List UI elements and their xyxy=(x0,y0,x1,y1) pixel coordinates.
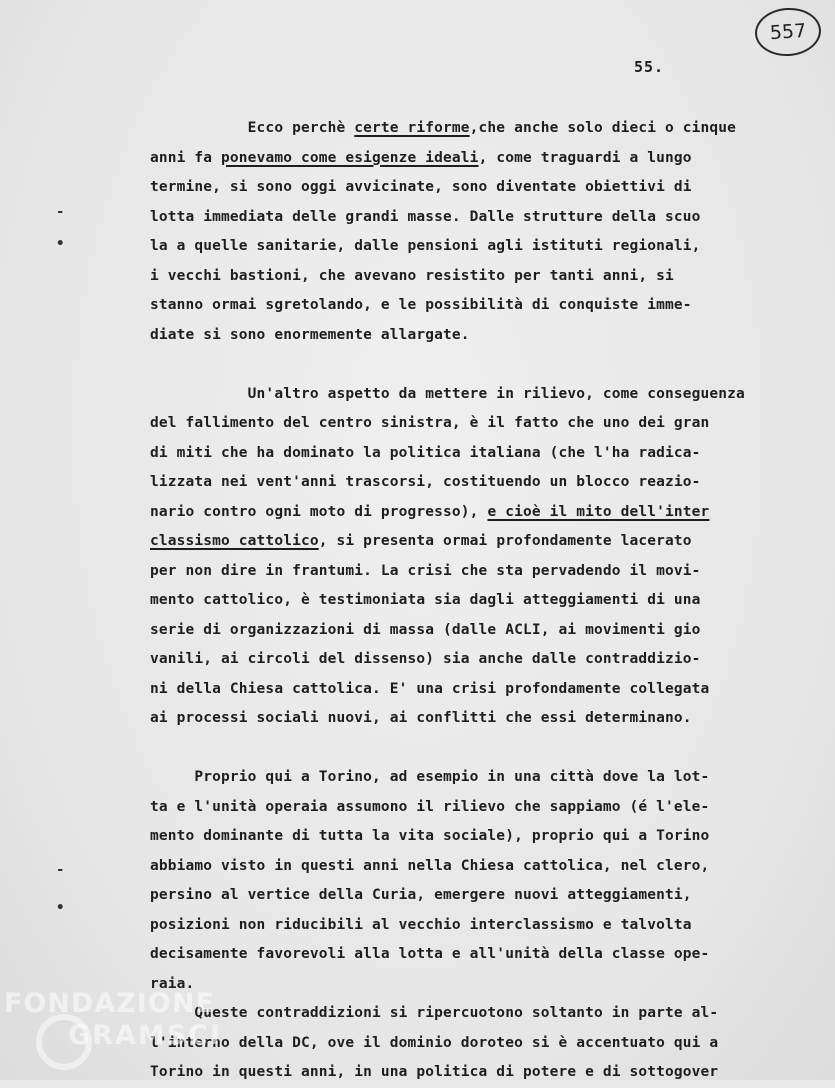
text-line xyxy=(150,498,780,528)
text-segment: Ecco perchè xyxy=(150,120,355,136)
text-segment: , come traguardi a lungo xyxy=(478,149,692,166)
text-segment: vanili, ai circoli del dissenso) sia anche dalle contraddizio- xyxy=(150,651,701,667)
text-segment: l'interno della DC, ove il dominio doroteo si è accentuato qui a xyxy=(150,1034,719,1051)
text-line xyxy=(150,793,780,823)
text-line xyxy=(150,527,780,557)
text-line xyxy=(150,1058,780,1088)
underlined-text: certe riforme xyxy=(354,120,470,136)
text-segment: per non dire in frantumi. La crisi che sta pervadendo il movi- xyxy=(150,562,701,579)
text-line xyxy=(150,970,780,1000)
page-number: 55. xyxy=(634,58,665,76)
text-segment: i vecchi bastioni, che avevano resistito per tanti anni, si xyxy=(150,267,674,284)
archive-stamp: 557 xyxy=(753,6,822,58)
text-line xyxy=(150,439,780,469)
text-line xyxy=(150,881,780,911)
text-segment: ta e l'unità operaia assumono il rilievo che sappiamo (é l'ele- xyxy=(150,798,710,815)
text-segment: decisamente favorevoli alla lotta e all'unità della classe ope- xyxy=(150,946,710,962)
text-line xyxy=(150,468,780,498)
text-segment: , si presenta ormai profondamente lacerato xyxy=(318,533,692,549)
text-line xyxy=(150,940,780,970)
text-line xyxy=(150,616,780,646)
text-line xyxy=(150,380,780,410)
text-line xyxy=(150,203,780,233)
text-line xyxy=(150,763,780,793)
text-segment: stanno ormai sgretolando, e le possibilità di conquiste imme- xyxy=(150,297,692,313)
margin-dash-mark: - xyxy=(56,862,65,878)
paragraph-gap xyxy=(150,350,780,380)
watermark-line-2: GRAMSCI xyxy=(68,1020,223,1051)
text-segment: Un'altro aspetto da mettere in rilievo, come conseguenza xyxy=(150,385,745,402)
text-line xyxy=(150,675,780,705)
text-line xyxy=(150,262,780,292)
underlined-text: ponevamo come esigenze ideali xyxy=(221,149,479,166)
text-segment: abbiamo visto in questi anni nella Chiesa cattolica, nel clero, xyxy=(150,857,710,874)
text-line xyxy=(150,173,780,203)
text-segment: mento dominante di tutta la vita sociale), proprio qui a Torino xyxy=(150,828,710,844)
text-line xyxy=(150,999,780,1029)
watermark-line-1: FONDAZIONE xyxy=(4,988,215,1019)
archive-watermark xyxy=(0,980,230,1080)
paragraph xyxy=(150,114,780,350)
text-segment: nario contro ogni moto di progresso), xyxy=(150,503,488,520)
text-segment: la a quelle sanitarie, dalle pensioni agli istituti regionali, xyxy=(150,238,701,254)
text-segment: lizzata nei vent'anni trascorsi, costituendo un blocco reazio- xyxy=(150,474,701,490)
text-line xyxy=(150,645,780,675)
text-line xyxy=(150,704,780,734)
text-segment: serie di organizzazioni di massa (dalle ACLI, ai movimenti gio xyxy=(150,621,701,638)
text-segment: Proprio qui a Torino, ad esempio in una città dove la lot- xyxy=(150,769,710,785)
text-segment: persino al vertice della Curia, emergere nuovi atteggiamenti, xyxy=(150,887,692,903)
text-segment: Queste contraddizioni si ripercuotono soltanto in parte al- xyxy=(150,1005,719,1021)
text-segment: raia. xyxy=(150,975,195,992)
typed-text-body xyxy=(150,114,780,1088)
text-line xyxy=(150,586,780,616)
text-segment: di miti che ha dominato la politica italiana (che l'ha radica- xyxy=(150,444,701,461)
text-segment: Torino in questi anni, in una politica di potere e di sottogover xyxy=(150,1064,719,1080)
text-line xyxy=(150,557,780,587)
text-segment: lotta immediata delle grandi masse. Dalle strutture della scuo xyxy=(150,208,701,225)
text-segment: del fallimento del centro sinistra, è il fatto che uno dei gran xyxy=(150,415,710,431)
paragraph xyxy=(150,763,780,999)
text-line xyxy=(150,1029,780,1059)
text-line xyxy=(150,291,780,321)
margin-dash-mark: - xyxy=(56,204,65,220)
text-segment: ,che anche solo dieci o cinque xyxy=(469,120,737,136)
text-line xyxy=(150,409,780,439)
text-segment: ai processi sociali nuovi, ai conflitti che essi determinano. xyxy=(150,710,692,726)
text-line xyxy=(150,911,780,941)
paragraph xyxy=(150,999,780,1088)
margin-dot-mark: • xyxy=(56,236,65,252)
paragraph xyxy=(150,380,780,734)
margin-dot-mark: • xyxy=(56,900,65,916)
paragraph-gap xyxy=(150,734,780,764)
text-line xyxy=(150,852,780,882)
text-segment: termine, si sono oggi avvicinate, sono diventate obiettivi di xyxy=(150,179,692,195)
text-line xyxy=(150,114,780,144)
underlined-text: classismo cattolico xyxy=(150,533,319,549)
underlined-text: e cioè il mito dell'inter xyxy=(487,503,710,520)
text-line xyxy=(150,822,780,852)
text-segment: posizioni non riducibili al vecchio interclassismo e talvolta xyxy=(150,916,692,933)
text-segment: anni fa xyxy=(150,149,222,166)
text-segment: diate si sono enormemente allargate. xyxy=(150,326,470,343)
text-line xyxy=(150,144,780,174)
text-segment: ni della Chiesa cattolica. E' una crisi profondamente collegata xyxy=(150,680,710,697)
text-line xyxy=(150,321,780,351)
text-segment: mento cattolico, è testimoniata sia dagli atteggiamenti di una xyxy=(150,592,701,608)
text-line xyxy=(150,232,780,262)
